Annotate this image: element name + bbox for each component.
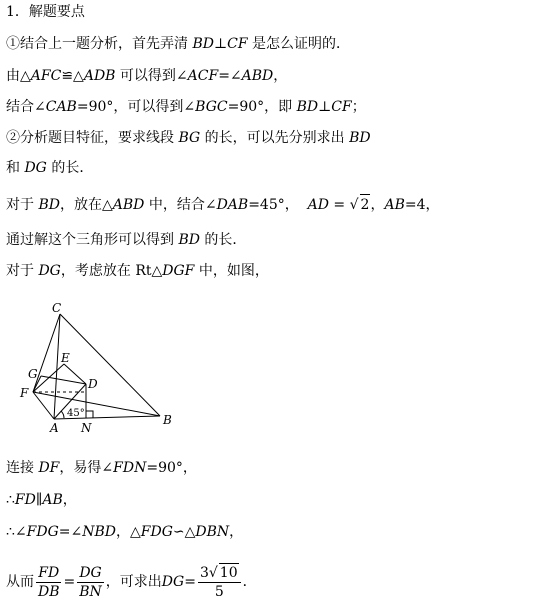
angle-arc-a: [61, 411, 64, 418]
label-a: A: [50, 421, 59, 435]
label-angle-45: 45°: [67, 408, 85, 419]
label-d: D: [88, 377, 98, 391]
fraction-dg-bn: $\frac{DG}{BN}$: [79, 564, 102, 600]
fraction-result: $\frac{3√ 10}{5}$: [198, 563, 241, 601]
text-line-4: ②分析题目特征，要求线段 BG 的长，可以先分别求出 BD: [6, 130, 371, 146]
label-f: F: [20, 386, 29, 400]
text-line-8: 对于 DG，考虑放在 Rt△DGF 中，如图，: [6, 263, 269, 279]
label-n: N: [81, 421, 92, 435]
right-angle-marker: [86, 411, 93, 418]
label-e: E: [61, 351, 70, 365]
label-g: G: [28, 367, 38, 381]
fraction-fd-db: $\frac{FD}{DB}$: [38, 564, 60, 600]
segment-cb: [60, 314, 160, 416]
text-line-7: 通过解这个三角形可以得到 BD 的长．: [6, 232, 247, 248]
text-line-1: ①结合上一题分析，首先弄清 BD⊥CF 是怎么证明的．: [6, 36, 351, 52]
text-line-13: 从而 $\frac{FD}{DB}$ = $\frac{DG}{BN}$ ，可求出 DG = $\frac{3√ 10}{5}$ ．: [6, 564, 257, 600]
text-line-2: 由△AFC≌△ADB 可以得到∠ACF=∠ABD，: [6, 68, 288, 84]
segment-fb: [33, 392, 160, 416]
text-line-5: 和 DG 的长．: [6, 160, 94, 176]
text-line-3: 结合∠CAB=90°，可以得到∠BGC=90°，即 BD⊥CF；: [6, 99, 366, 115]
text-line-12: ∴∠FDG=∠NBD，△FDG∽△DBN，: [6, 524, 244, 540]
section-heading: 1．解题要点: [6, 4, 85, 20]
text-line-6: 对于 BD，放在△ABD 中，结合∠DAB=45°， AD = √ 2，AB=4，: [6, 194, 440, 215]
label-b: B: [163, 413, 172, 427]
text-line-11: ∴FD∥AB，: [6, 492, 77, 508]
sqrt-2: √ 2: [350, 194, 371, 215]
label-c: C: [52, 301, 62, 315]
segment-fa: [33, 392, 54, 419]
text-line-10: 连接 DF，易得∠FDN=90°，: [6, 460, 197, 476]
geometry-figure: [14, 300, 184, 440]
